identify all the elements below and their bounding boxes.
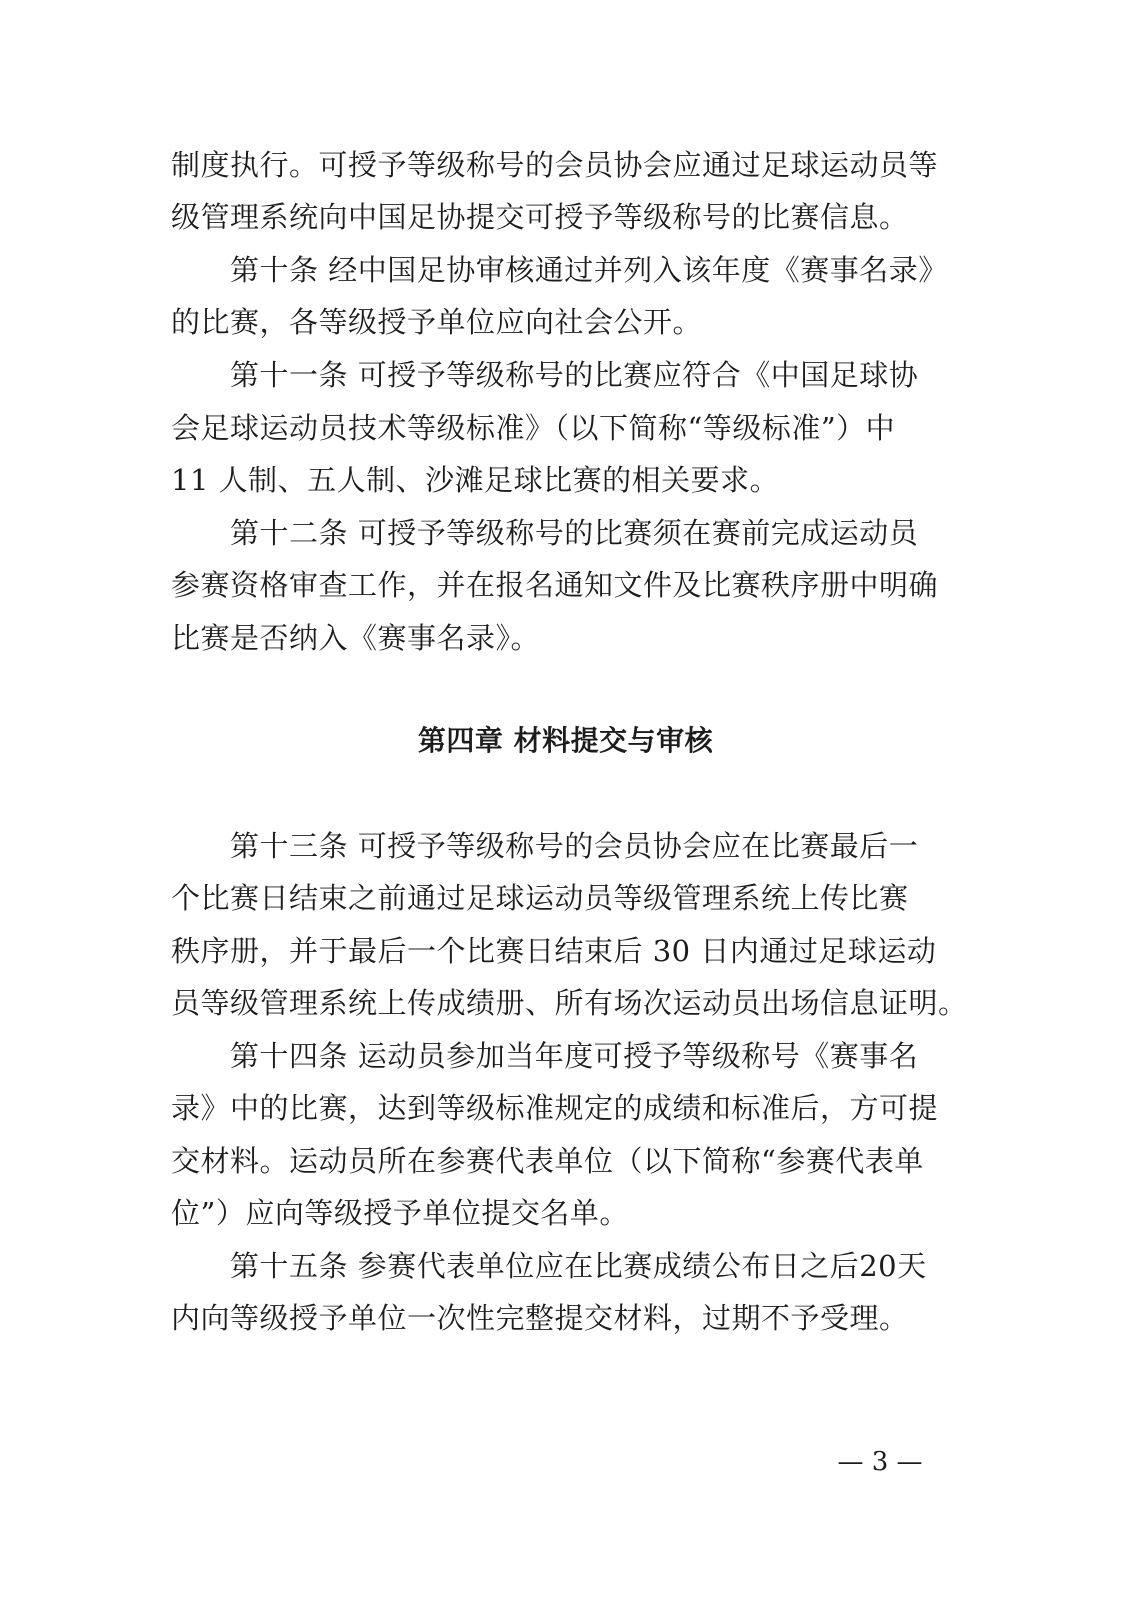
- body-line-1: 制度执行。可授予等级称号的会员协会应通过足球运动员等: [171, 148, 939, 182]
- page-number: — 3 —: [837, 1447, 923, 1477]
- article-12-line-2: 参赛资格审查工作，并在报名通知文件及比赛秩序册中明确: [171, 568, 939, 602]
- article-13-line-3: 秩序册，并于最后一个比赛日结束后 30 日内通过足球运动: [171, 934, 937, 968]
- article-11-line-1: 第十一条 可授予等级称号的比赛应符合《中国足球协: [230, 358, 919, 392]
- article-14-line-2: 录》中的比赛，达到等级标准规定的成绩和标准后，方可提: [171, 1091, 939, 1125]
- article-14-line-3: 交材料。运动员所在参赛代表单位（以下简称“参赛代表单: [171, 1144, 924, 1178]
- article-13-line-1: 第十三条 可授予等级称号的会员协会应在比赛最后一: [230, 829, 919, 863]
- article-14-line-4: 位”）应向等级授予单位提交名单。: [171, 1196, 629, 1230]
- article-12-line-3: 比赛是否纳入《赛事名录》。: [171, 621, 541, 655]
- article-15-line-1: 第十五条 参赛代表单位应在比赛成绩公布日之后20天: [230, 1249, 927, 1283]
- chapter-heading: 第四章 材料提交与审核: [417, 724, 714, 757]
- article-11-line-3: 11 人制、五人制、沙滩足球比赛的相关要求。: [171, 463, 780, 497]
- article-12-line-1: 第十二条 可授予等级称号的比赛须在赛前完成运动员: [230, 516, 919, 550]
- article-15-line-2: 内向等级授予单位一次性完整提交材料，过期不予受理。: [171, 1301, 909, 1335]
- article-13-line-4: 员等级管理系统上传成绩册、所有场次运动员出场信息证明。: [171, 986, 968, 1020]
- article-10-line-1: 第十条 经中国足协审核通过并列入该年度《赛事名录》: [230, 253, 948, 287]
- article-13-line-2: 个比赛日结束之前通过足球运动员等级管理系统上传比赛: [171, 881, 909, 915]
- article-11-line-2: 会足球运动员技术等级标准》（以下简称“等级标准”）中: [171, 411, 896, 445]
- body-line-2: 级管理系统向中国足协提交可授予等级称号的比赛信息。: [171, 200, 909, 234]
- article-14-line-1: 第十四条 运动员参加当年度可授予等级称号《赛事名: [230, 1039, 919, 1073]
- article-10-line-2: 的比赛，各等级授予单位应向社会公开。: [171, 305, 703, 339]
